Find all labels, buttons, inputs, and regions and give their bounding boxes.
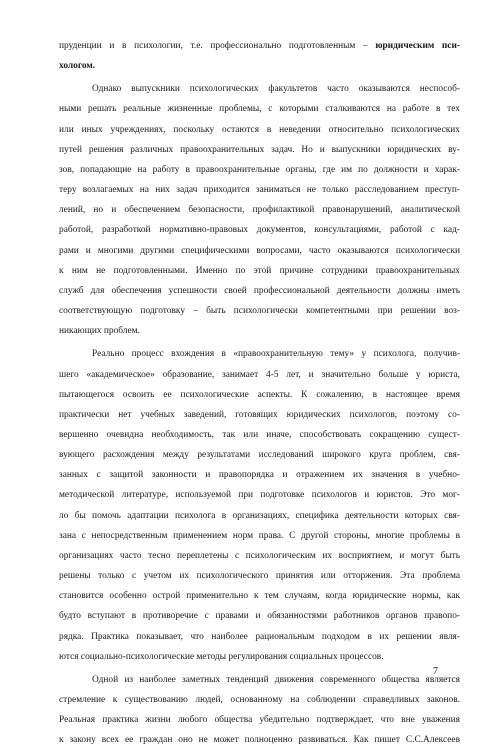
text-line: служб для обеспечения успешности своей профессиональной деятельности должны иметь (59, 285, 460, 296)
text-line: решены только с учетом их психологического принятия или отторжения. Эта проблема (59, 571, 460, 582)
text-line: никающих проблем. (59, 326, 140, 337)
text-line: организациях часто тесно переплетены с психологическим их восприятием, и могут быть (59, 550, 460, 561)
text-line: Реально процесс вхождения в «правоохранительную тему» у психолога, получив- (92, 349, 460, 360)
text-line: становится особенно острой применительно к тем случаям, когда юридические нормы, как (59, 591, 460, 602)
text-line: работой, разработкой нормативно-правовых документов, консультациями, работой с кад- (59, 225, 460, 236)
text-line: будто вступают в противоречие с правами и обязанностями работников органов правопо- (59, 611, 460, 622)
text-line: вершенно очевидна необходимость, так или иначе, способствовать сокращению сущест- (59, 429, 460, 440)
text-line: занных с защитой законности и правопорядка и отражением их значения в учебно- (59, 470, 460, 481)
text-line: Одной из наиболее заметных тенденций движения современного общества является (92, 674, 460, 685)
text-line: шего «академическое» образование, занимает 4-5 лет, и значительно больше у юриста, (59, 369, 460, 380)
text-line: ло бы помочь адаптации психолога в организациях, специфика деятельности которых свя- (59, 510, 460, 521)
text-line: теру возлагаемых на них задач приходится заниматься не только расследованием преступ- (59, 185, 460, 196)
text-line: рами и многими другими специфическими вопросами, часто оказываются психологически (59, 245, 460, 256)
text-line: Реальная практика жизни любого общества убедительно подтверждает, что вне уважения (59, 715, 460, 726)
text-line: к ним не подготовленными. Именно по этой причине сотрудники правоохранительных (59, 265, 460, 276)
text-line: хологом. (59, 61, 96, 72)
text-line: ются социально-психологические методы регулирования социальных процессов. (59, 651, 384, 662)
text-line: или иных учреждениях, поскольку остаются в неведении относительно психологических (59, 124, 460, 135)
text-line: зана с непосредственным применением норм права. С другой стороны, многие проблемы в (59, 530, 460, 541)
paragraph (59, 670, 460, 750)
text-run: пруденции и в психологии, т.е. профессионально подготовленным – (59, 41, 376, 51)
text-line (59, 36, 460, 56)
bold-term: юридическим пси- (375, 41, 460, 51)
paragraph (59, 36, 460, 76)
text-line: вующего расхождения между результатами исследований широкого круга проблем, свя- (59, 450, 460, 461)
text-line: стремление к существованию людей, основанному на соблюдении справедливых законов. (59, 695, 460, 705)
text-line: лений, но и обеспечением безопасности, профилактикой правонарушений, аналитической (59, 205, 460, 216)
text-line: путей решения различных правоохранительных задач. Но и выпускники юридических ву- (59, 144, 460, 155)
page-number: 7 (433, 666, 438, 677)
text-line: соответствующую подготовку – быть психологически компетентными при решении воз- (59, 306, 460, 317)
text-line: пытающегося освоить ее психологические аспекты. К сожалению, в настоящее время (59, 389, 460, 400)
text-line: к закону всех ее граждан оно не может полноценно развиваться. Как пишет С.С.Алексеев (59, 735, 460, 746)
text-line: рядка. Практика показывает, что наиболее рациональным подходом в их решении явля- (59, 631, 460, 642)
text-line: Однако выпускники психологических факультетов часто оказываются неспособ- (92, 84, 460, 95)
body-text (59, 36, 460, 750)
text-line: зов, попадающие на работу в правоохранительные органы, где им по должности и харак- (59, 164, 460, 175)
paragraph (59, 344, 460, 667)
text-line: практически нет учебных заведений, готовящих юридических психологов, поэтому со- (59, 409, 460, 420)
paragraph (59, 79, 460, 341)
text-line: методической литературе, используемой при подготовке психологов и юристов. Это мог- (59, 490, 460, 501)
text-line: ными решать реальные жизненные проблемы, с которыми сталкиваются на работе в тех (59, 104, 460, 115)
